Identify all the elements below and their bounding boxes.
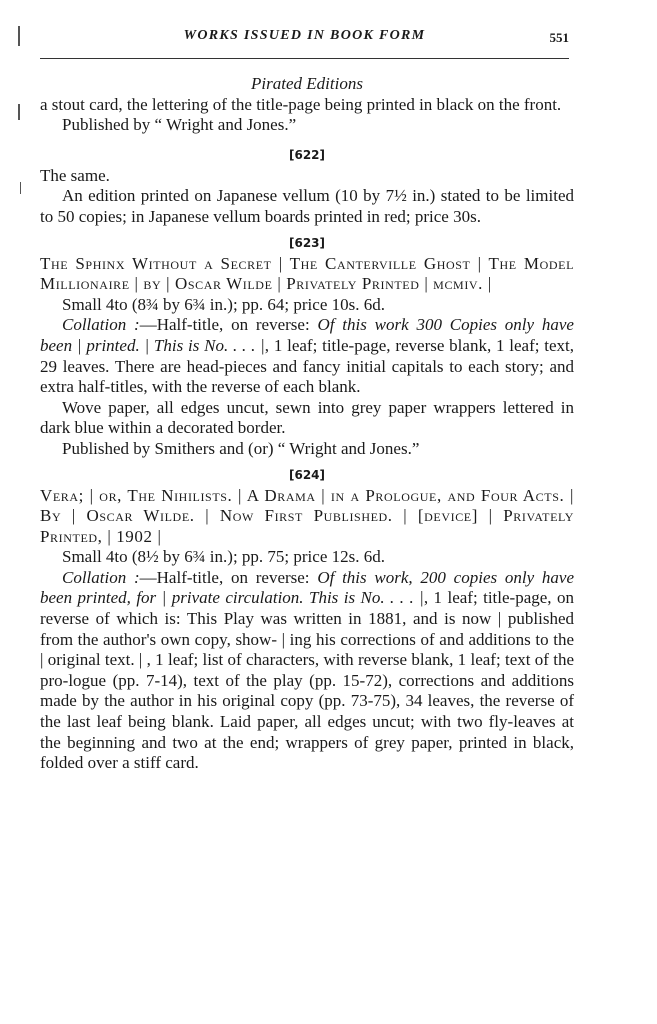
- entry-collation: [40, 568, 574, 774]
- collation-text: —Half-title, on reverse:: [139, 315, 310, 335]
- entry-publisher: Published by Smithers and (or) “ Wright and Jones.”: [62, 438, 420, 458]
- margin-mark: [20, 182, 21, 194]
- collation-text: —Half-title, on reverse:: [139, 567, 310, 587]
- intro-publisher: Published by “ Wright and Jones.”: [62, 115, 297, 135]
- entry-title: The Sphinx Without a Secret | The Canterville Ghost | The Model Millionaire | by | Oscar Wilde | Privately Printed | mcmiv. |: [40, 253, 574, 294]
- entry-collation: [40, 315, 574, 397]
- page-number: 551: [549, 30, 569, 45]
- entry-format: Small 4to (8¾ by 6¾ in.); pp. 64; price 10s. 6d.: [62, 294, 385, 314]
- intro-text: a stout card, the lettering of the title-page being printed in black on the front.: [40, 94, 562, 114]
- running-title: WORKS ISSUED IN BOOK FORM: [183, 28, 426, 43]
- entry-title: Vera; | or, The Nihilists. | A Drama | in a Prologue, and Four Acts. | By | Oscar Wilde. | Now First Published. | [device] | Privately Printed, | 1902 |: [40, 485, 574, 546]
- entry-number: [623]: [288, 235, 326, 250]
- page-body: [40, 74, 574, 774]
- margin-mark: [18, 26, 20, 46]
- collation-quote: Of this work, 200 copies only have been printed, for | private circulation. This is No. . . . |: [40, 567, 574, 608]
- header-rule: [40, 58, 569, 59]
- collation-label: Collation :: [62, 567, 140, 587]
- entry-number: [622]: [288, 147, 326, 162]
- collation-text: , 1 leaf; title-page, on reverse of which is: This Play was written in 1881, and is now | published from the author's own copy, show- | ing his corrections of and additions to the | original text. | , 1 leaf; list of characters, with reverse blank, 1 leaf; text of the pro-logue (pp. 7-14), text of the play (pp. 15-72), corrections and additions made by the author in his original copy (pp. 73-75), 34 leaves, the reverse of the last leaf being blank. Laid paper, all edges uncut; with two fly-leaves at the beginning and two at the end; wrappers of grey paper, printed in black, folded over a stiff card.: [40, 588, 574, 773]
- entry-description: An edition printed on Japanese vellum (10 by 7½ in.) stated to be limited to 50 copies; in Japanese vellum boards printed in red; price 30s.: [40, 186, 574, 226]
- entry-paper: Wove paper, all edges uncut, sewn into grey paper wrappers lettered in dark blue within a decorated border.: [40, 397, 574, 438]
- entry-number: [624]: [288, 467, 326, 482]
- section-heading: Pirated Editions: [251, 74, 363, 93]
- running-header: [40, 28, 569, 50]
- entry-title: The same.: [40, 165, 110, 185]
- collation-text: , 1 leaf; title-page, reverse blank, 1 leaf; text, 29 leaves. There are head-pieces and fancy initial capitals to each story; and extra half-titles, with the reverse of each blank.: [40, 335, 574, 397]
- margin-mark: [18, 104, 20, 120]
- collation-quote: Of this work 300 Copies only have been | printed. | This is No. . . . |: [40, 315, 574, 355]
- entry-format: Small 4to (8½ by 6¾ in.); pp. 75; price 12s. 6d.: [62, 547, 385, 567]
- collation-label: Collation :: [62, 315, 140, 335]
